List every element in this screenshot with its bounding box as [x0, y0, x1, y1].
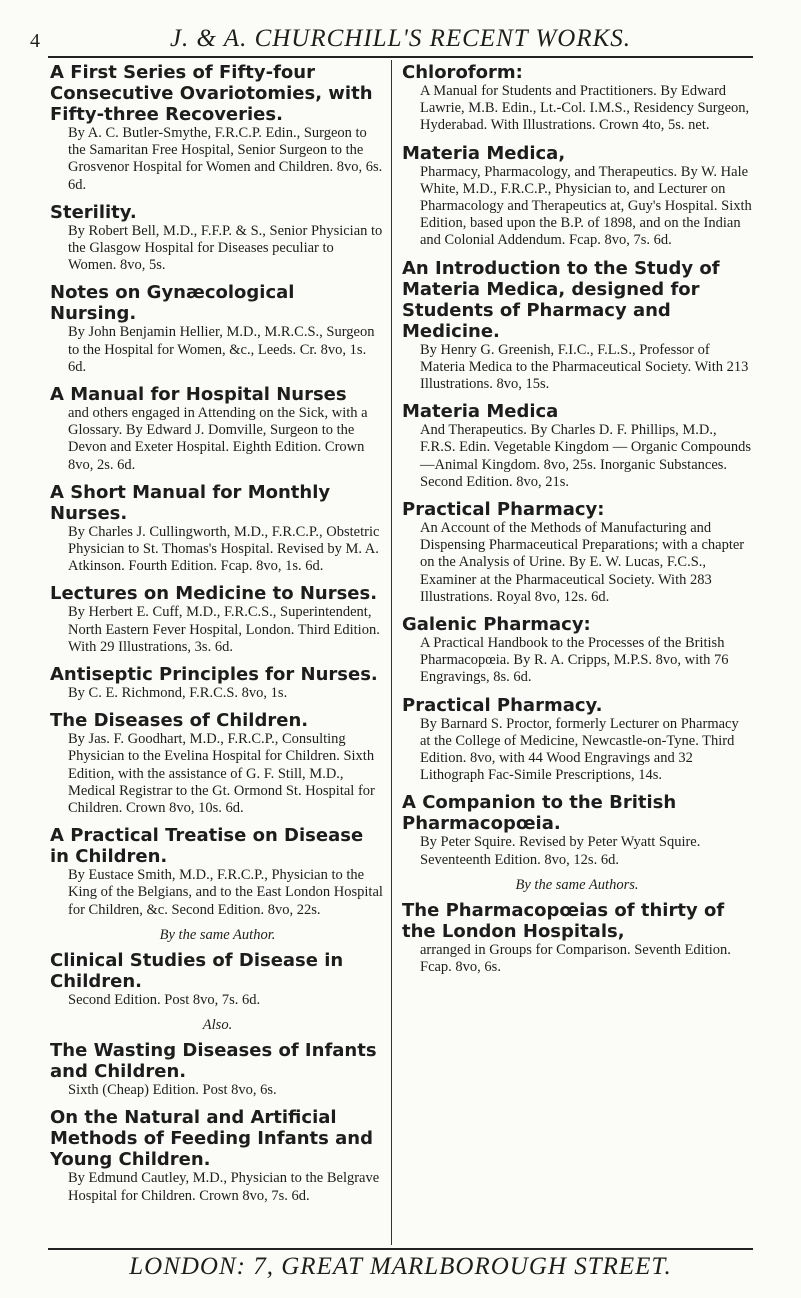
running-head: J. & A. CHURCHILL'S RECENT WORKS. — [169, 25, 632, 52]
book-description: By Henry G. Greenish, F.I.C., F.L.S., Professor of Materia Medica to the Pharmaceutical Society. With 213 Illustrations. 8vo, 15s. — [420, 341, 749, 393]
book-description: By Barnard S. Proctor, formerly Lecturer on Pharmacy at the College of Medicine, Newcastle-on-Tyne. Third Edition. 8vo, with 44 Wood Engravings and 32 Lithograph Fac-Simile Prescriptions, 14s. — [420, 715, 739, 784]
column-divider — [391, 60, 392, 1245]
book-entry — [50, 1107, 385, 1204]
book-entry — [402, 401, 752, 491]
book-entry — [402, 62, 752, 135]
book-description: By Jas. F. Goodhart, M.D., F.R.C.P., Consulting Physician to the Evelina Hospital for Children. Sixth Edition, with the assistance of G. F. Still, M.D., Medical Registrar to the Gt. Ormond St. Hospital for Children. Crown 8vo, 10s. 6d. — [68, 731, 375, 817]
author-note: Also. — [202, 1017, 233, 1034]
book-entry — [402, 143, 752, 250]
book-title: The Diseases of Children. — [50, 710, 309, 732]
book-description: A Practical Handbook to the Processes of the British Pharmacopœia. By R. A. Cripps, M.P.S. 8vo, with 76 Engravings, 8s. 6d. — [420, 635, 729, 686]
footer-address: LONDON: 7, GREAT MARLBOROUGH STREET. — [129, 1253, 672, 1280]
book-title: Sterility. — [50, 201, 137, 223]
book-description: By Herbert E. Cuff, M.D., F.R.C.S., Superintendent, North Eastern Fever Hospital, London. Third Edition. With 29 Illustrations, 3s. 6d. — [68, 604, 380, 655]
book-description: and others engaged in Attending on the Sick, with a Glossary. By Edward J. Domville, Surgeon to the Devon and Exeter Hospital. Eighth Edition. Crown 8vo, 2s. 6d. — [68, 405, 368, 473]
book-title: On the Natural and Artificial Methods of Feeding Infants and Young Children. — [50, 1107, 373, 1171]
book-description: arranged in Groups for Comparison. Seventh Edition. Fcap. 8vo, 6s. — [420, 941, 731, 976]
book-description: A Manual for Students and Practitioners. By Edward Lawrie, M.B. Edin., Lt.-Col. I.M.S., Residency Surgeon, Hyderabad. With Illustrations. Crown 4to, 5s. net. — [420, 83, 750, 134]
author-note: By the same Authors. — [515, 876, 639, 893]
book-entry — [402, 695, 752, 785]
left-column — [50, 62, 385, 1213]
book-description: Second Edition. Post 8vo, 7s. 6d. — [68, 991, 261, 1008]
book-title: An Introduction to the Study of Materia Medica, designed for Students of Pharmacy and Medicine. — [402, 257, 720, 342]
book-title: Practical Pharmacy. — [402, 694, 603, 716]
book-title: A Short Manual for Monthly Nurses. — [50, 481, 331, 524]
book-entry — [50, 482, 385, 576]
book-title: The Pharmacopœias of thirty of the London Hospitals, — [402, 899, 725, 942]
book-description: Sixth (Cheap) Edition. Post 8vo, 6s. — [68, 1082, 277, 1099]
book-description: By Edmund Cautley, M.D., Physician to the Belgrave Hospital for Children. Crown 8vo, 7s. 6d. — [68, 1170, 380, 1204]
book-description: By A. C. Butler-Smythe, F.R.C.P. Edin., Surgeon to the Samaritan Free Hospital, Senior Surgeon to the Grosvenor Hospital for Women and Children. 8vo, 6s. 6d. — [68, 125, 383, 193]
book-entry — [50, 202, 385, 275]
header-rule — [48, 56, 753, 58]
book-entry — [50, 282, 385, 376]
book-title: A Practical Treatise on Disease in Children. — [50, 825, 364, 868]
book-title: A Companion to the British Pharmacopœia. — [402, 792, 677, 835]
book-title: Materia Medica — [402, 401, 559, 423]
book-title: Antiseptic Principles for Nurses. — [50, 664, 378, 686]
book-description: By Robert Bell, M.D., F.F.P. & S., Senior Physician to the Glasgow Hospital for Diseases peculiar to Women. 8vo, 5s. — [68, 222, 383, 274]
book-entry — [402, 900, 752, 976]
book-title: A Manual for Hospital Nurses — [50, 384, 347, 406]
book-entry — [402, 258, 752, 394]
book-entry — [402, 792, 752, 868]
book-description: By John Benjamin Hellier, M.D., M.R.C.S., Surgeon to the Hospital for Women, &c., Leeds. Cr. 8vo, 1s. 6d. — [68, 324, 375, 375]
book-entry — [50, 664, 385, 702]
book-title: Materia Medica, — [402, 142, 566, 164]
book-title: Notes on Gynæcological Nursing. — [50, 282, 295, 325]
book-entry — [402, 614, 752, 687]
book-title: Practical Pharmacy: — [402, 499, 605, 521]
book-title: Clinical Studies of Disease in Children. — [50, 949, 344, 992]
book-entry — [50, 62, 385, 194]
book-title: A First Series of Fifty-four Consecutive Ovariotomies, with Fifty-three Recoveries. — [50, 62, 373, 125]
footer-rule — [48, 1248, 753, 1250]
book-description: By Eustace Smith, M.D., F.R.C.P., Physician to the King of the Belgians, and to the East London Hospital for Children, &c. Second Edition. 8vo, 22s. — [68, 867, 383, 918]
page-number: 4 — [30, 30, 40, 52]
book-description: By Peter Squire. Revised by Peter Wyatt Squire. Seventeenth Edition. 8vo, 12s. 6d. — [420, 834, 701, 868]
book-entry — [50, 384, 385, 474]
book-entry — [50, 950, 385, 1009]
book-entry — [402, 499, 752, 606]
book-entry — [50, 583, 385, 656]
book-title: The Wasting Diseases of Infants and Children. — [50, 1040, 377, 1083]
book-entry — [50, 710, 385, 817]
right-column — [402, 62, 752, 984]
book-title: Galenic Pharmacy: — [402, 614, 591, 636]
book-description: By C. E. Richmond, F.R.C.S. 8vo, 1s. — [68, 685, 288, 702]
book-title: Lectures on Medicine to Nurses. — [50, 583, 378, 605]
book-description: An Account of the Methods of Manufacturing and Dispensing Pharmaceutical Preparations; with a chapter on the Analysis of Urine. By E. W. Lucas, F.C.S., Examiner at the Pharmaceutical Society. With 283 Illustrations. Royal 8vo, 12s. 6d. — [420, 520, 745, 605]
book-description: Pharmacy, Pharmacology, and Therapeutics. By W. Hale White, M.D., F.R.C.P., Physician to, and Lecturer on Pharmacology and Therapeutics at, Guy's Hospital. Sixth Edition, based upon the B.P. of 1898, and on the Indian and Colonial Addendum. Fcap. 8vo, 7s. 6d. — [420, 163, 752, 249]
author-note: By the same Author. — [159, 926, 276, 943]
book-entry — [50, 825, 385, 919]
book-description: By Charles J. Cullingworth, M.D., F.R.C.P., Obstetric Physician to St. Thomas's Hospital. Revised by M. A. Atkinson. Fourth Edition. Fcap. 8vo, 1s. 6d. — [68, 523, 380, 575]
book-title: Chloroform: — [402, 62, 523, 83]
book-entry — [50, 1040, 385, 1099]
book-description: And Therapeutics. By Charles D. F. Phillips, M.D., F.R.S. Edin. Vegetable Kingdom — Organic Compounds—Animal Kingdom. 8vo, 25s. Inorganic Substances. Second Edition. 8vo, 21s. — [420, 422, 751, 490]
